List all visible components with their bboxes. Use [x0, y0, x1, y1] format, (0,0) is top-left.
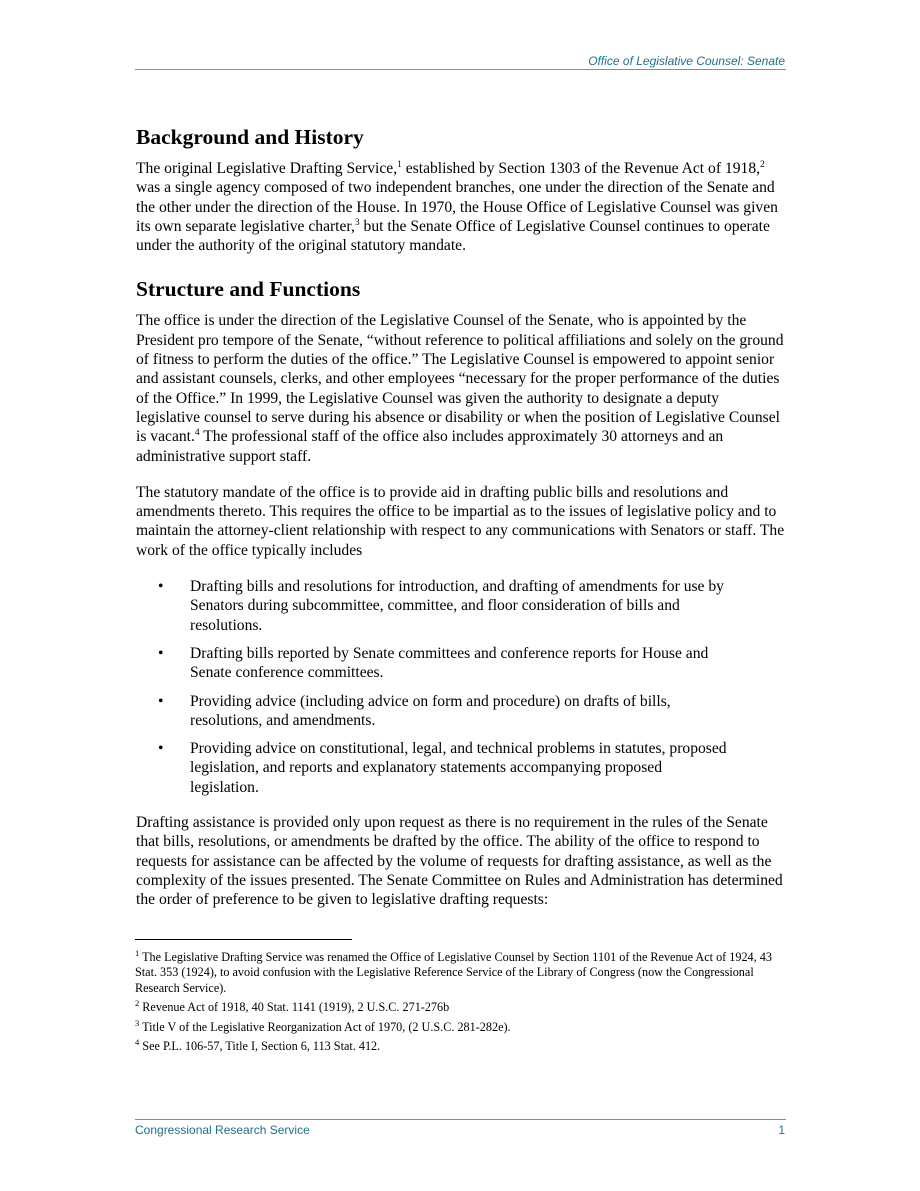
- footnote-number: 4: [135, 1037, 140, 1048]
- paragraph-structure-2: The statutory mandate of the office is to provide aid in drafting public bills and resolutions and amendments thereto. This requires the office to be impartial as to the issues of legislative policy and to maintain the attorney-client relationship with respect to any communications with Senators or staff. The work of the office typically includes: [136, 483, 785, 559]
- list-item: [136, 644, 730, 683]
- bullet-icon: •: [158, 644, 164, 662]
- footnote-text: The Legislative Drafting Service was renamed the Office of Legislative Counsel by Section 1101 of the Revenue Act of 1924, 43 Stat. 353 (1924), to avoid confusion with the Legislative Reference Service of the Library of Congress (now the Congressional Research Service).: [135, 950, 772, 995]
- footnote-number: 1: [135, 948, 140, 958]
- bullet-icon: •: [158, 692, 164, 710]
- footnote-ref-4[interactable]: 4: [194, 428, 200, 439]
- paragraph-background: [136, 159, 786, 255]
- paragraph-structure-1: [136, 311, 786, 465]
- text-run: but the Senate Office of Legislative Counsel continues to operate under the authority of the original statutory mandate.: [136, 217, 770, 255]
- section-heading-structure: Structure and Functions: [136, 277, 361, 302]
- paragraph-structure-3: Drafting assistance is provided only upon request as there is no requirement in the rules of the Senate that bills, resolutions, or amendments be drafted by the office. The ability of the office to respond to requests for assistance can be affected by the volume of requests for drafting assistance, as well as the complexity of the issues presented. The Senate Committee on Rules and Administration has determined the order of preference to be given to legislative drafting requests:: [136, 814, 783, 909]
- bullet-list: [136, 577, 786, 797]
- footnote-text: Revenue Act of 1918, 40 Stat. 1141 (1919), 2 U.S.C. 271-276b: [139, 1000, 450, 1015]
- footnotes: [135, 950, 787, 1058]
- running-header-title: Office of Legislative Counsel: Senate: [588, 54, 785, 68]
- document-body: [136, 124, 786, 927]
- text-run: established by Section 1303 of the Revenue Act of 1918,: [401, 160, 761, 177]
- footnote-ref-3[interactable]: 3: [354, 217, 360, 228]
- header-rule: [135, 69, 786, 70]
- text-run: The office is under the direction of the Legislative Counsel of the Senate, who is appointed by the President pro tempore of the Senate, “without reference to political affiliations and solely on the ground of fitness to perform the duties of the office.” The Legislative Counsel is empowered to appoint senior and assistant counsels, clerks, and other employees “necessary for the proper performance of the duties of the Office.” In 1999, the Legislative Counsel was given the authority to designate a deputy legislative counsel to serve during his absence or disability or when the position of Legislative Counsel is vacant.: [136, 312, 784, 446]
- footnote-3: [135, 1017, 787, 1035]
- footnote-number: 2: [135, 998, 140, 1009]
- text-run: was a single agency composed of two independent branches, one under the direction of the Senate and the other under the direction of the House. In 1970, the House Office of Legislative Counsel was given its own separate legislative charter,: [136, 179, 778, 235]
- section-heading-background: Background and History: [136, 125, 364, 149]
- footnote-separator: [135, 939, 352, 940]
- list-item: [136, 739, 730, 797]
- footnote-1: [135, 950, 787, 996]
- footnote-text: See P.L. 106-57, Title I, Section 6, 113 Stat. 412.: [139, 1039, 381, 1054]
- footnote-ref-1[interactable]: 1: [397, 160, 402, 170]
- page-number: 1: [778, 1123, 785, 1137]
- list-item: [136, 692, 730, 731]
- text-run: The professional staff of the office also includes approximately 30 attorneys and an administrative support staff.: [136, 428, 724, 465]
- footnote-text: Title V of the Legislative Reorganization Act of 1970, (2 U.S.C. 281-282e).: [139, 1019, 511, 1034]
- footnote-2: [135, 1000, 787, 1015]
- list-item-text: Drafting bills and resolutions for introduction, and drafting of amendments for use by Senators during subcommittee, committee, and floor consideration of bills and resolutions.: [190, 578, 724, 634]
- list-item-text: Providing advice (including advice on form and procedure) on drafts of bills, resolutions, and amendments.: [190, 692, 671, 729]
- footnote-number: 3: [135, 1017, 140, 1028]
- text-run: The original Legislative Drafting Service,: [136, 160, 398, 177]
- bullet-icon: •: [158, 578, 164, 596]
- list-item-text: Drafting bills reported by Senate committees and conference reports for House and Senate conference committees.: [190, 644, 709, 682]
- footer-publisher: Congressional Research Service: [135, 1123, 310, 1137]
- footnote-ref-2[interactable]: 2: [760, 160, 765, 170]
- list-item-text: Providing advice on constitutional, legal, and technical problems in statutes, proposed legislation, and reports and explanatory statements accompanying proposed legislation.: [190, 740, 727, 796]
- bullet-icon: •: [158, 740, 164, 758]
- footer-rule: [135, 1119, 786, 1120]
- list-item: [136, 577, 730, 635]
- footnote-4: [135, 1039, 787, 1054]
